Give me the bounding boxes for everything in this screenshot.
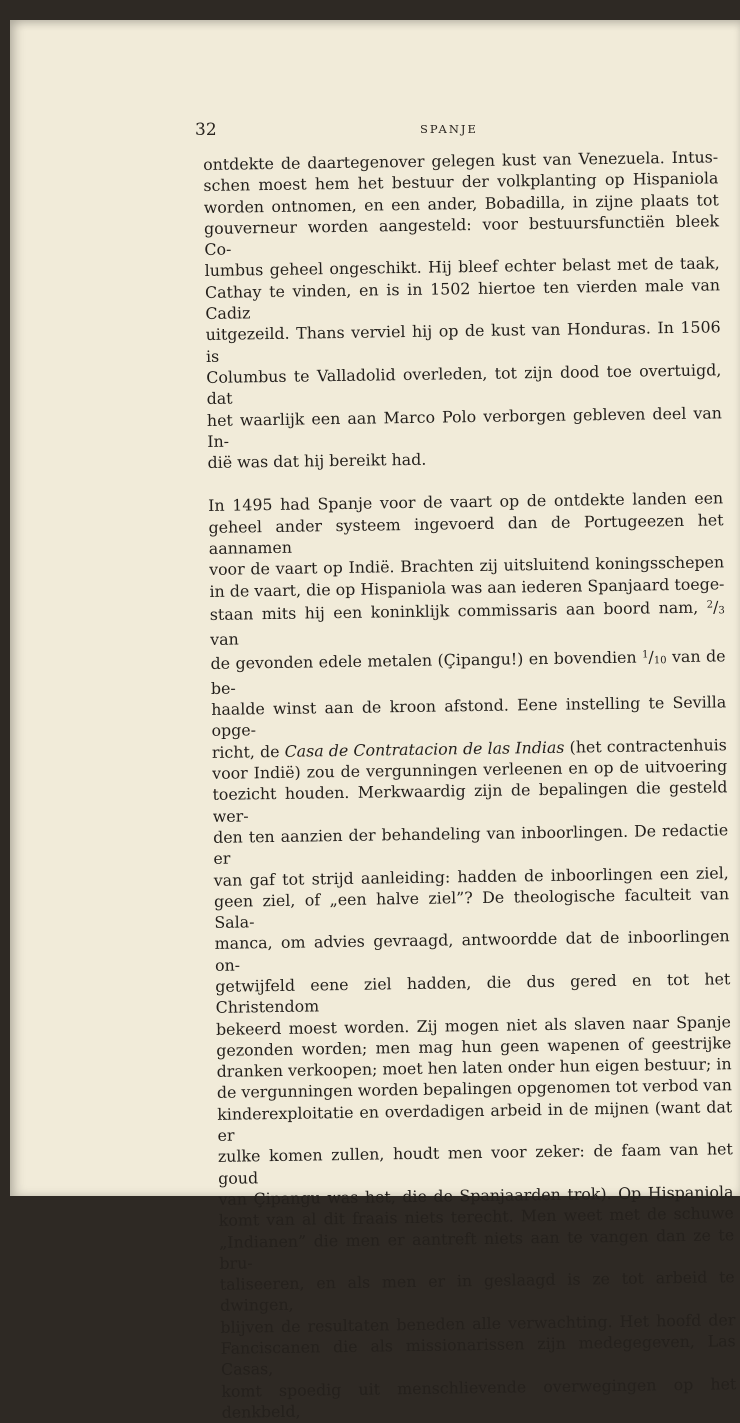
text-line: geen ziel, of „een halve ziel”? De theologische faculteit van Sala- bbox=[213, 884, 730, 933]
fraction-numerator: 1 bbox=[641, 648, 649, 661]
italic-title: Casa de Contratacion de las Indias bbox=[284, 737, 565, 761]
text-line: toezicht houden. Merkwaardig zijn de bepalingen die gesteld wer- bbox=[212, 777, 728, 826]
text-line: voor de vaart op Indië. Brachten zij uitsluitend koningsschepen bbox=[209, 552, 725, 580]
text-line: van Çipangu was het, die de Spanjaarden trok). Op Hispaniola bbox=[218, 1182, 734, 1209]
text-line: geheel ander systeem ingevoerd dan de Portugeezen het aannamen bbox=[208, 510, 724, 559]
fraction-slash: / bbox=[648, 646, 654, 666]
text-segment: van bbox=[210, 629, 239, 650]
text-line: dië was dat hij bereikt had. bbox=[207, 449, 427, 473]
text-line: „Indianen” die men er aantreft niets aan te vangen dan ze te bru- bbox=[218, 1224, 735, 1273]
text-line: de vergunningen worden bepalingen opgenomen tot verbod van bbox=[216, 1075, 733, 1103]
page-number: 32 bbox=[195, 120, 217, 140]
text-line: gouverneur worden aangesteld: voor bestuursfunctiën bleek Co- bbox=[203, 211, 720, 260]
text-line: Cathay te vinden, en is in 1502 hiertoe ten vierden male van Cadiz bbox=[204, 275, 721, 324]
text-line: den ten aanzien der behandeling van inboorlingen. De redactie er bbox=[212, 820, 729, 869]
fraction-denominator: 3 bbox=[718, 605, 725, 617]
text-line: In 1495 had Spanje voor de vaart op de ontdekte landen een bbox=[208, 488, 724, 516]
text-line: blijven de resultaten beneden alle verwachting. Het hoofd der bbox=[220, 1309, 736, 1337]
text-line: haalde winst aan de kroon afstond. Eene instelling te Sevilla opge- bbox=[211, 692, 727, 741]
text-line: Columbus te Valladolid overleden, tot zijn dood toe overtuigd, dat bbox=[206, 360, 722, 409]
text-line: bekeerd moest worden. Zij mogen niet als slaven naar Spanje bbox=[215, 1011, 732, 1039]
running-head: SPANJE bbox=[420, 122, 478, 136]
text-line: komt spoedig uit menschlievende overwegingen op het denkbeld, bbox=[221, 1373, 737, 1422]
text-line: in de vaart, die op Hispaniola was aan iederen Spanjaard toege- bbox=[209, 573, 725, 601]
body-text bbox=[203, 146, 737, 1423]
text-line: van gaf tot strijd aanleiding: hadden de inboorlingen een ziel, bbox=[213, 862, 729, 890]
text-line: uitgezeild. Thans verviel hij op de kust van Honduras. In 1506 is bbox=[205, 317, 721, 366]
text-line: worden ontnomen, en een ander, Bobadilla, in zijne plaats tot bbox=[203, 189, 719, 217]
paragraph-2 bbox=[208, 488, 737, 1423]
text-line: taliseeren, en als men er in geslaagd is ze tot arbeid te dwingen, bbox=[219, 1267, 735, 1316]
text-line-fraction bbox=[210, 643, 726, 699]
page-header bbox=[195, 120, 715, 142]
text-line: ontdekte de daartegenover gelegen kust van Venezuela. Intus- bbox=[203, 147, 719, 174]
text-line: lumbus geheel ongeschikt. Hij bleef echter belast met de taak, bbox=[204, 253, 720, 281]
text-segment: richt, de bbox=[211, 741, 285, 762]
text-segment: de gevonden edele metalen (Çipangu!) en bovendien bbox=[210, 647, 643, 673]
text-line: voor Indië) zou de vergunningen verleenen en op de uitvoering bbox=[212, 756, 728, 783]
text-line: Fanciscanen die als missionarissen zijn medegegeven, Las Casas, bbox=[220, 1331, 736, 1380]
text-line: getwijfeld eene ziel hadden, die dus gered en tot het Christendom bbox=[215, 969, 731, 1018]
text-line: gezonden worden; men mag hun geen wapenen of geestrijke bbox=[216, 1033, 732, 1060]
book-page bbox=[10, 20, 740, 1422]
text-line: kinderexploitatie en overdadigen arbeid in de mijnen (want dat er bbox=[217, 1097, 733, 1145]
text-line: zulke komen zullen, houdt men voor zeker: de faam van het goud bbox=[217, 1139, 733, 1188]
text-line: dranken verkoopen; moet hen laten onder hun eigen bestuur; in bbox=[216, 1054, 732, 1082]
text-segment: van de be- bbox=[210, 645, 726, 698]
text-segment: (het contractenhuis bbox=[564, 735, 727, 757]
fraction-denominator: 10 bbox=[653, 654, 667, 666]
text-line: het waarlijk een aan Marco Polo verborgen gebleven deel van In- bbox=[206, 402, 723, 451]
text-line-fraction bbox=[210, 594, 726, 650]
text-line: komt van al dit fraais niets terecht. Men weet met de schuwe bbox=[218, 1203, 734, 1231]
text-segment: staan mits hij een koninklijk commissaris aan boord nam, bbox=[209, 597, 707, 624]
fraction-numerator: 2 bbox=[706, 599, 714, 611]
text-line: manca, om advies gevraagd, antwoordde dat de inboorlingen on- bbox=[214, 926, 730, 975]
text-line: schen moest hem het bestuur der volkplanting op Hispaniola bbox=[203, 168, 719, 196]
fraction-slash: / bbox=[712, 597, 719, 617]
paragraph-1 bbox=[203, 146, 723, 473]
